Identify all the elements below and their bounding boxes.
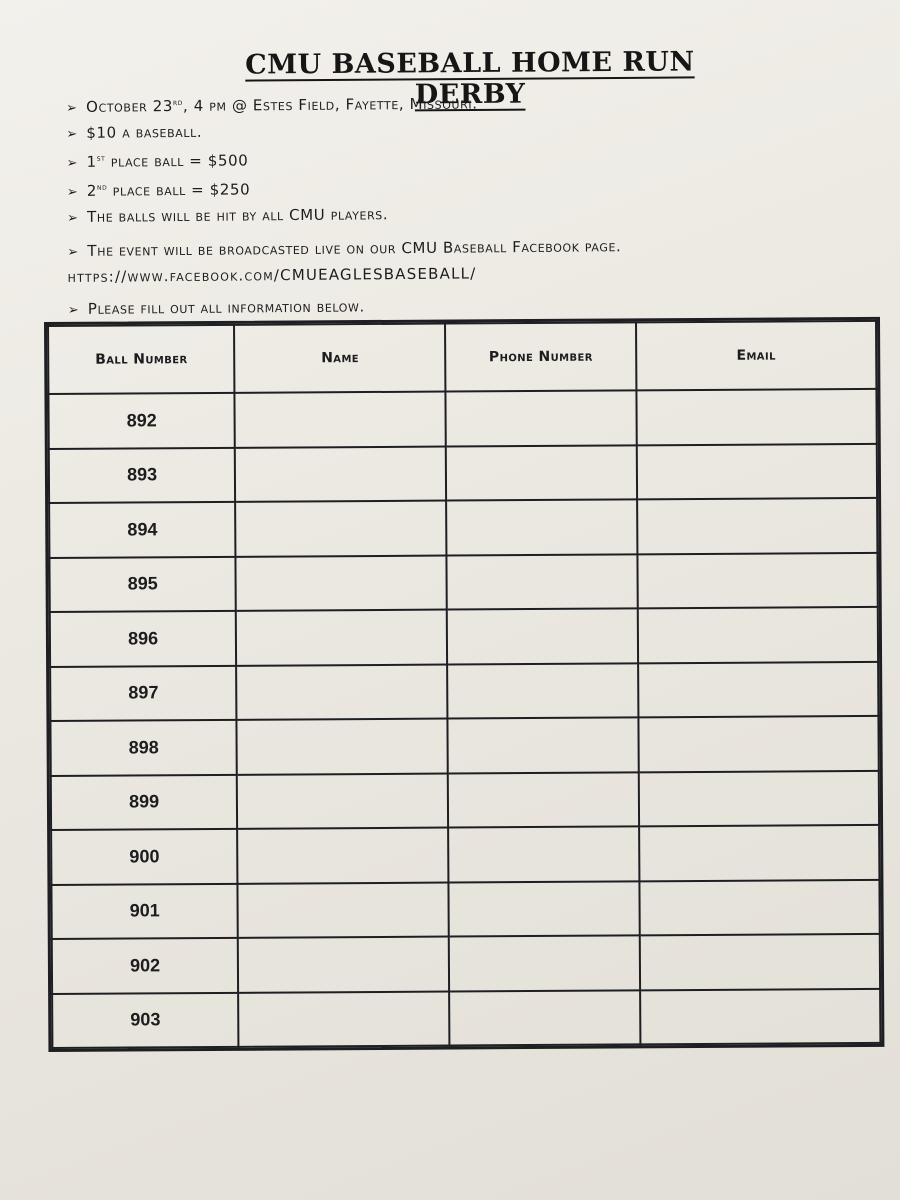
phone-number-cell[interactable] — [448, 772, 639, 828]
name-cell[interactable] — [235, 446, 446, 502]
ball-number-cell: 900 — [51, 829, 238, 885]
signup-table — [47, 320, 881, 1049]
name-cell[interactable] — [235, 392, 446, 448]
bullet-first-prize: ➢ 1st place ball = $500 — [66, 140, 866, 176]
ball-number-cell: 895 — [49, 556, 236, 612]
table-row — [49, 443, 877, 503]
phone-number-cell[interactable] — [449, 881, 640, 937]
email-entry-area[interactable] — [641, 827, 877, 879]
name-cell[interactable] — [237, 719, 448, 775]
phone-number-entry-area[interactable] — [449, 556, 636, 608]
email-entry-area[interactable] — [642, 990, 878, 1042]
bullet-broadcast: ➢ The event will be broadcasted live on our CMU Baseball Facebook page. — [67, 232, 867, 265]
arrow-bullet-icon: ➢ — [66, 155, 79, 171]
arrow-bullet-icon: ➢ — [67, 244, 79, 260]
table-row — [49, 498, 877, 558]
ball-number-cell: 893 — [49, 447, 236, 503]
email-entry-area[interactable] — [640, 663, 876, 715]
table-row — [50, 716, 878, 776]
email-cell[interactable] — [637, 552, 877, 608]
phone-number-cell[interactable] — [447, 499, 638, 555]
name-entry-area[interactable] — [239, 775, 446, 827]
bullet-price: ➢ $10 a baseball. — [66, 114, 866, 147]
phone-number-entry-area[interactable] — [452, 992, 639, 1044]
phone-number-cell[interactable] — [446, 390, 637, 446]
email-cell[interactable] — [637, 498, 877, 554]
event-details-list — [66, 85, 868, 323]
ball-number-cell: 902 — [52, 938, 239, 994]
email-cell[interactable] — [636, 389, 876, 445]
column-header-name: Name — [234, 324, 446, 393]
table-row — [51, 825, 879, 885]
column-header-ball-number: Ball Number — [48, 325, 235, 394]
table-body — [48, 389, 880, 1048]
email-entry-area[interactable] — [639, 554, 875, 606]
email-cell[interactable] — [639, 879, 879, 935]
arrow-bullet-icon: ➢ — [67, 302, 80, 318]
arrow-bullet-icon: ➢ — [66, 100, 78, 116]
name-cell[interactable] — [238, 937, 449, 993]
phone-number-cell[interactable] — [450, 990, 641, 1046]
page-title: CMU BASEBALL HOME RUN DERBY — [245, 46, 695, 111]
name-entry-area[interactable] — [240, 993, 447, 1045]
phone-number-cell[interactable] — [449, 935, 640, 991]
ball-number-cell: 897 — [50, 665, 237, 721]
phone-number-cell[interactable] — [449, 826, 640, 882]
email-entry-area[interactable] — [641, 881, 877, 933]
name-entry-area[interactable] — [238, 557, 445, 609]
column-header-phone-number: Phone Number — [445, 322, 636, 391]
name-entry-area[interactable] — [237, 448, 444, 500]
name-cell[interactable] — [238, 991, 449, 1047]
email-entry-area[interactable] — [640, 718, 876, 770]
column-header-email: Email — [636, 321, 877, 390]
table-row — [52, 988, 880, 1048]
email-entry-area[interactable] — [642, 936, 878, 988]
ball-number-cell: 899 — [51, 774, 238, 830]
bullet-date-location: ➢ October 23rd, 4 pm @ Estes Field, Fayette, Missouri. — [66, 85, 866, 121]
name-entry-area[interactable] — [240, 939, 447, 991]
table-row — [51, 770, 879, 830]
bullet-instructions: ➢ Please fill out all information below. — [68, 290, 868, 323]
phone-number-entry-area[interactable] — [450, 719, 637, 771]
name-cell[interactable] — [236, 664, 447, 720]
ball-number-cell: 898 — [50, 720, 237, 776]
email-cell[interactable] — [640, 934, 880, 990]
name-entry-area[interactable] — [238, 666, 445, 718]
phone-number-entry-area[interactable] — [448, 392, 635, 444]
ball-number-cell: 892 — [48, 393, 235, 449]
email-cell[interactable] — [639, 770, 879, 826]
phone-number-cell[interactable] — [446, 445, 637, 501]
arrow-bullet-icon: ➢ — [66, 126, 78, 142]
email-entry-area[interactable] — [638, 391, 874, 443]
email-cell[interactable] — [640, 988, 880, 1044]
arrow-bullet-icon: ➢ — [67, 210, 79, 226]
name-entry-area[interactable] — [237, 394, 444, 446]
name-cell[interactable] — [237, 828, 448, 884]
table-row — [50, 607, 878, 667]
name-cell[interactable] — [237, 773, 448, 829]
phone-number-entry-area[interactable] — [451, 937, 638, 989]
name-cell[interactable] — [235, 501, 446, 557]
table-row — [48, 389, 876, 449]
name-entry-area[interactable] — [239, 830, 446, 882]
phone-number-entry-area[interactable] — [450, 774, 637, 826]
ball-number-cell: 903 — [52, 992, 239, 1048]
phone-number-entry-area[interactable] — [450, 665, 637, 717]
ball-number-cell: 901 — [51, 883, 238, 939]
table-row — [49, 552, 877, 612]
phone-number-cell[interactable] — [448, 717, 639, 773]
email-cell[interactable] — [637, 443, 877, 499]
name-entry-area[interactable] — [238, 612, 445, 664]
phone-number-entry-area[interactable] — [451, 828, 638, 880]
bullet-players: ➢ The balls will be hit by all CMU players. — [67, 198, 867, 231]
table-header-row — [48, 321, 876, 394]
phone-number-cell[interactable] — [447, 608, 638, 664]
table-row — [50, 661, 878, 721]
phone-number-entry-area[interactable] — [449, 610, 636, 662]
email-cell[interactable] — [638, 716, 878, 772]
name-cell[interactable] — [236, 610, 447, 666]
table-row — [51, 879, 879, 939]
phone-number-entry-area[interactable] — [448, 447, 635, 499]
ball-number-cell: 896 — [50, 611, 237, 667]
ball-number-cell: 894 — [49, 502, 236, 558]
phone-number-cell[interactable] — [447, 554, 638, 610]
name-cell[interactable] — [238, 882, 449, 938]
facebook-url[interactable]: https://www.facebook.com/CMUEAGLESBASEBALL/ — [67, 264, 477, 286]
email-cell[interactable] — [638, 661, 878, 717]
name-entry-area[interactable] — [240, 884, 447, 936]
signup-table-frame — [44, 317, 884, 1052]
bullet-second-prize: ➢ 2nd place ball = $250 — [67, 169, 867, 205]
phone-number-entry-area[interactable] — [449, 501, 636, 553]
arrow-bullet-icon: ➢ — [66, 184, 79, 200]
email-cell[interactable] — [638, 607, 878, 663]
name-cell[interactable] — [236, 555, 447, 611]
email-entry-area[interactable] — [641, 772, 877, 824]
table-row — [52, 934, 880, 994]
phone-number-cell[interactable] — [448, 663, 639, 719]
name-entry-area[interactable] — [239, 721, 446, 773]
email-entry-area[interactable] — [639, 500, 875, 552]
email-cell[interactable] — [639, 825, 879, 881]
phone-number-entry-area[interactable] — [451, 883, 638, 935]
name-entry-area[interactable] — [237, 503, 444, 555]
email-entry-area[interactable] — [640, 609, 876, 661]
email-entry-area[interactable] — [639, 445, 875, 497]
